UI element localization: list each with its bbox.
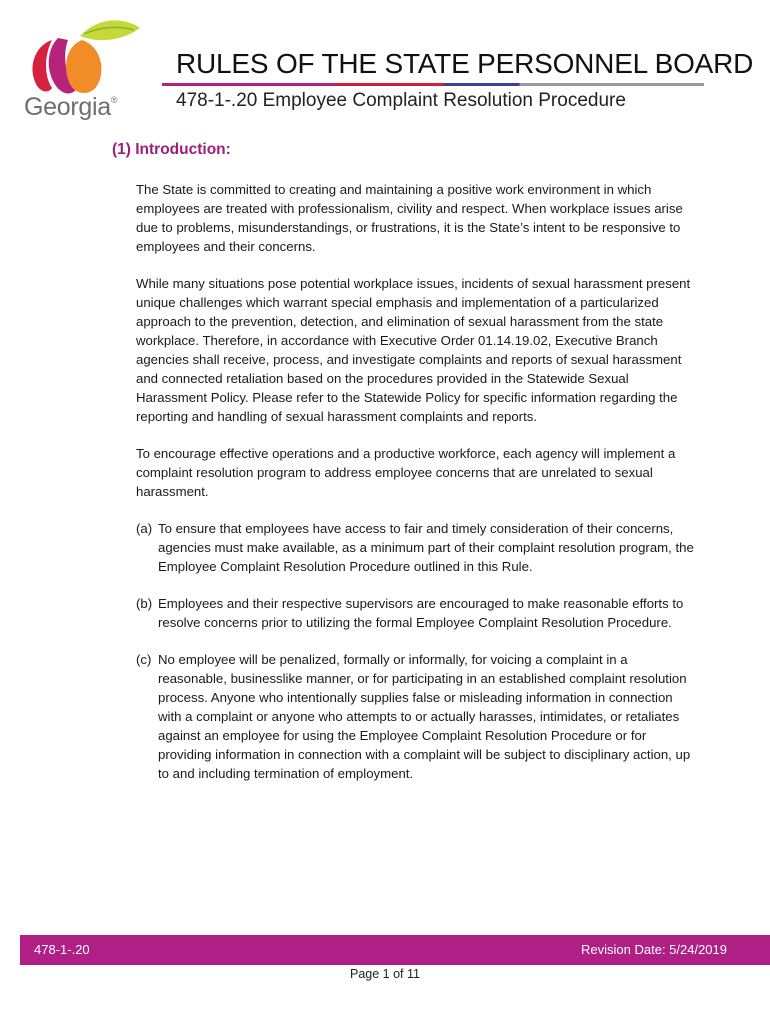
list-item-text: To ensure that employees have access to fair and timely consideration of their concerns, agencies must make available, as a minimum part of their complaint resolution program, the Employee Complaint Resolution Procedure outlined in this Rule. [158, 521, 694, 574]
list-item [136, 519, 696, 576]
page-title: RULES OF THE STATE PERSONNEL BOARD [176, 48, 754, 79]
document-body [136, 180, 696, 801]
paragraph: To encourage effective operations and a productive workforce, each agency will implement a complaint resolution program to address employee concerns that are unrelated to sexual harassment. [136, 446, 676, 499]
section-heading-introduction: (1) Introduction: [112, 141, 231, 158]
list-item-text: Employees and their respective supervisors are encouraged to make reasonable efforts to resolve concerns prior to utilizing the formal Employee Complaint Resolution Procedure. [158, 596, 684, 630]
title-divider [162, 83, 704, 86]
footer-bar [20, 935, 770, 965]
list-marker: (b) [136, 596, 153, 611]
list-marker: (c) [136, 652, 152, 667]
paragraph: While many situations pose potential workplace issues, incidents of sexual harassment present unique challenges which warrant special emphasis and implementation of a particularized approach to the prevention, detection, and elimination of sexual harassment from the state workplace. Therefore, in accordance with Executive Order 01.14.19.02, Executive Branch agencies shall receive, process, and investigate complaints and reports of sexual harassment and connected retaliation based on the procedures provided in the Statewide Sexual Harassment Policy. Please refer to the Statewide Policy for specific information regarding the reporting and handling of sexual harassment complaints and reports. [136, 276, 691, 424]
georgia-wordmark: Georgia® [24, 93, 118, 121]
list-item [136, 594, 696, 632]
page-number: Page 1 of 11 [350, 967, 420, 981]
list-item-text: No employee will be penalized, formally or informally, for voicing a complaint in a reasonable, businesslike manner, or for participating in an established complaint resolution process. Anyone who intentionally supplies false or misleading information in connection with a complaint or anyone who attempts to or actually harasses, intimidates, or retaliates against an employee for using the Employee Complaint Resolution Procedure or for providing information in connection with a complaint will be subject to disciplinary action, up to and including termination of employment. [158, 652, 691, 781]
list-item [136, 650, 696, 783]
numbered-list [136, 519, 696, 783]
footer-rule-number: 478-1-.20 [34, 942, 90, 957]
footer-revision-date: Revision Date: 5/24/2019 [581, 942, 727, 957]
list-marker: (a) [136, 521, 153, 536]
rule-subtitle: 478-1-.20 Employee Complaint Resolution Procedure [176, 90, 626, 111]
paragraph: The State is committed to creating and maintaining a positive work environment in which employees are treated with professionalism, civility and respect. When workplace issues arise due to problems, misunderstandings, or frustrations, it is the State’s intent to be responsive to employees and their concerns. [136, 182, 683, 254]
